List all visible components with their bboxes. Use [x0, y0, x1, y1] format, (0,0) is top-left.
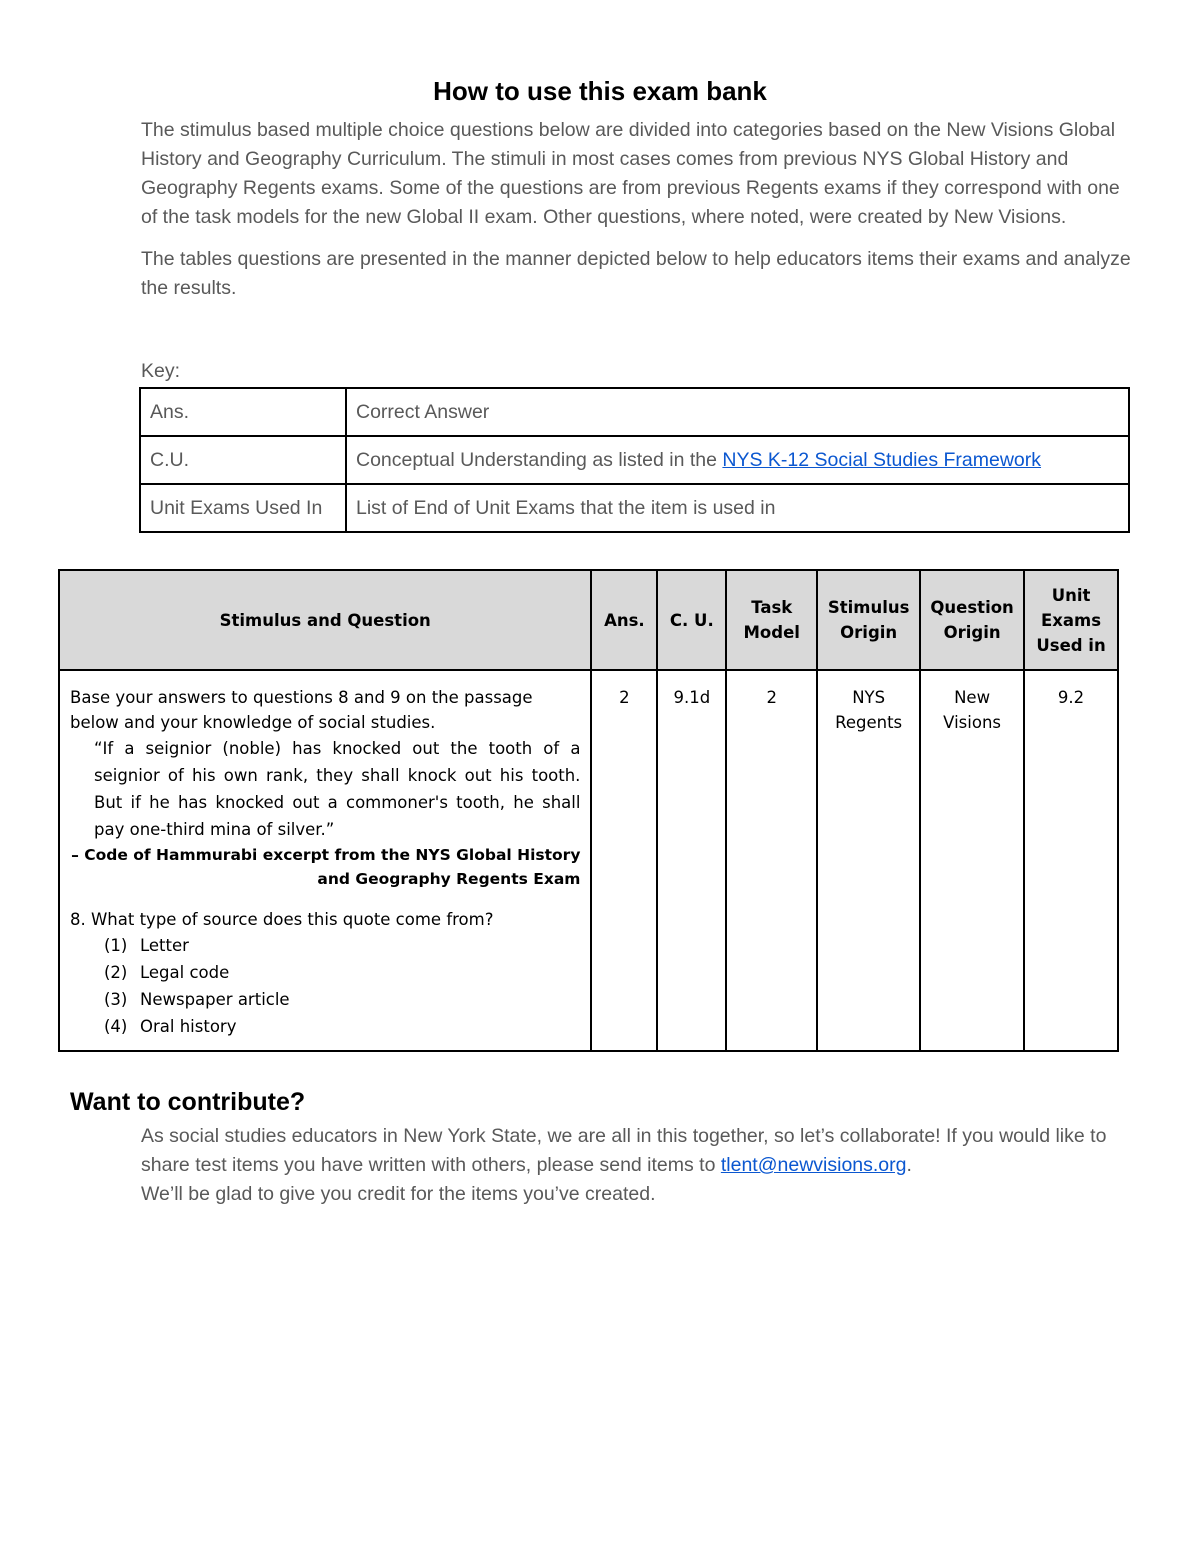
header-stimulus: Stimulus and Question — [59, 570, 591, 670]
header-stimulus-origin — [817, 570, 920, 670]
header-stimulus-origin-line: Origin — [840, 623, 898, 642]
key-row-ans — [140, 388, 1129, 436]
header-stimulus-origin-line: Stimulus — [827, 598, 910, 617]
intro-paragraph-2: The tables questions are presented in the manner depicted below to help educators items their exams and analyze the results. — [141, 248, 1131, 299]
citation-line: – Code of Hammurabi excerpt from the NYS Global History — [71, 846, 581, 864]
answer-choice — [104, 932, 580, 959]
answer-choice — [104, 986, 580, 1013]
origin-line: Regents — [835, 713, 903, 732]
header-question-origin-line: Question — [930, 598, 1014, 617]
header-task-model-line: Task — [751, 598, 793, 617]
header-task-model — [726, 570, 817, 670]
key-definition-cell — [346, 436, 1129, 484]
choice-text: Letter — [140, 936, 189, 955]
citation-line: and Geography Regents Exam — [317, 870, 581, 888]
contribute-body: As social studies educators in New York State, we are all in this together, so let’s collaborate! If you would like to share test items you have written with others, please send items to — [141, 1125, 1107, 1176]
key-label: Key: — [141, 360, 181, 382]
contribute-title: Want to contribute? — [70, 1088, 306, 1116]
intro-paragraph-1: The stimulus based multiple choice questions below are divided into categories based on the New Visions Global History and Geography Curriculum. The stimuli in most cases comes from previous NYS Global History and Geography Regents exams. Some of the questions are from previous Regents exams if they correspond with one of the task models for the new Global II exam. Other questions, where noted, were created by New Visions. — [141, 119, 1120, 228]
key-term: Ans. — [140, 388, 346, 436]
table-row — [59, 670, 1118, 1051]
stimulus-intro: Base your answers to questions 8 and 9 on the passage below and your knowledge of social studies. — [70, 688, 533, 732]
answer-choice — [104, 959, 580, 986]
choice-number: (1) — [104, 936, 128, 955]
task-model-cell: 2 — [726, 670, 817, 1051]
question-text: 8. What type of source does this quote come from? — [70, 910, 494, 929]
key-definition: Conceptual Understanding as listed in the — [356, 448, 723, 471]
choice-number: (2) — [104, 963, 128, 982]
choice-text: Newspaper article — [140, 990, 290, 1009]
intro-section — [141, 116, 1131, 316]
answer-choices — [104, 932, 580, 1040]
email-link[interactable]: tlent@newvisions.org — [720, 1154, 907, 1176]
contribute-punct: . — [906, 1154, 912, 1176]
origin-line: Visions — [943, 713, 1002, 732]
choice-text: Legal code — [140, 963, 230, 982]
choice-number: (3) — [104, 990, 128, 1009]
stimulus-origin-cell — [817, 670, 920, 1051]
header-unit-exams — [1024, 570, 1118, 670]
origin-line: NYS — [852, 688, 886, 707]
framework-link[interactable]: NYS K-12 Social Studies Framework — [722, 448, 1042, 471]
header-cu: C. U. — [657, 570, 726, 670]
stimulus-quote: “If a seignior (noble) has knocked out the tooth of a seignior of his own rank, they shall knock out his tooth. But if he has knocked out a commoner's tooth, he shall pay one-third mina of silver.” — [94, 739, 581, 839]
contribute-body-2: We’ll be glad to give you credit for the items you’ve created. — [141, 1183, 656, 1205]
unit-exams-cell: 9.2 — [1024, 670, 1118, 1051]
choice-number: (4) — [104, 1017, 128, 1036]
key-term: Unit Exams Used In — [140, 484, 346, 532]
key-row-unit-exams — [140, 484, 1129, 532]
key-row-cu — [140, 436, 1129, 484]
answer-choice — [104, 1013, 580, 1040]
header-task-model-line: Model — [743, 623, 800, 642]
header-unit-line: Used in — [1036, 635, 1106, 655]
key-definition: Correct Answer — [346, 388, 1129, 436]
question-origin-cell — [920, 670, 1024, 1051]
header-unit-line: Exams — [1041, 610, 1102, 630]
key-definition: List of End of Unit Exams that the item is used in — [346, 484, 1129, 532]
header-ans: Ans. — [591, 570, 657, 670]
page-title: How to use this exam bank — [433, 76, 767, 106]
stimulus-cell — [59, 670, 591, 1051]
header-question-origin — [920, 570, 1024, 670]
key-table — [139, 387, 1130, 533]
choice-text: Oral history — [140, 1017, 237, 1036]
header-unit-line: Unit — [1051, 585, 1091, 605]
contribute-text — [141, 1122, 1131, 1209]
origin-line: New — [954, 688, 991, 707]
ans-cell: 2 — [591, 670, 657, 1051]
header-question-origin-line: Origin — [943, 623, 1001, 642]
stimulus-citation — [70, 843, 580, 891]
question-table-header — [59, 570, 1118, 670]
question-table — [58, 569, 1119, 1052]
cu-cell: 9.1d — [657, 670, 726, 1051]
key-term: C.U. — [140, 436, 346, 484]
